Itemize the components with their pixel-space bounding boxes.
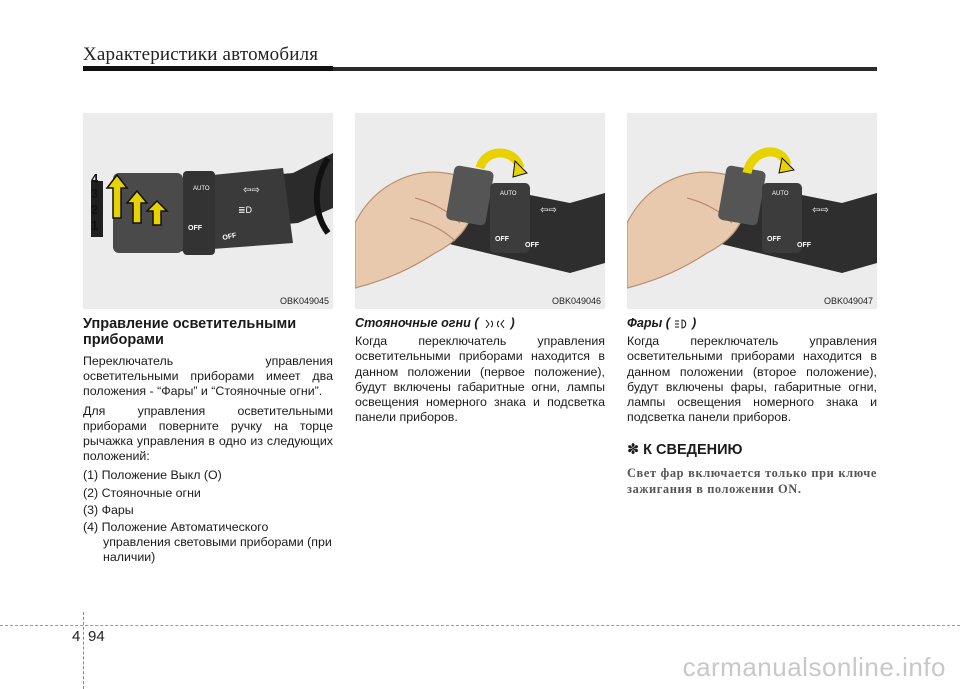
paragraph: Для управления осветительными приборами поверните ручку на торце рычажка управления в одно из следующих положений: <box>83 403 333 464</box>
svg-text:AUTO: AUTO <box>500 191 517 197</box>
headlight-icon <box>673 318 689 330</box>
turn-signal-icon: ⇦⇨ <box>540 205 557 216</box>
turn-signal-icon: ⇦⇨ <box>243 185 260 196</box>
page-number: 94 <box>88 628 105 645</box>
figure-headlights <box>627 113 877 309</box>
position-label-2: 2 <box>91 202 99 217</box>
svg-text:OFF: OFF <box>767 236 781 243</box>
footer-guide-line <box>0 625 960 626</box>
figure-parking-lights <box>355 113 605 309</box>
figure-code: OBK049046 <box>551 296 601 306</box>
paragraph: Когда переключатель управления осветительными приборами находится в данном положении (второе положение), будут включены фары, габаритные огни, лампы освещения номерного знака и подсветка панели приборов. <box>627 334 877 425</box>
figure-code: OBK049045 <box>279 296 329 306</box>
footer-divider <box>83 612 84 689</box>
column-parking-lights <box>355 316 605 429</box>
subsection-heading: Фары ( ) <box>627 316 697 330</box>
position-label-3: 3 <box>91 186 99 201</box>
header-rule-accent <box>83 66 333 71</box>
list-item: (3) Фары <box>83 502 134 517</box>
list-item: (1) Положение Выкл (O) <box>83 468 222 483</box>
list-item: (4) Положение Автоматического управления световыми приборами (при наличии) <box>83 520 332 565</box>
subsection-heading: Стояночные огни ( ) <box>355 316 515 330</box>
fog-lamp-icon: ≣D <box>238 205 253 215</box>
note-text: Свет фар включается только при ключе зажигания в положении ON. <box>627 465 877 496</box>
positions-list <box>83 468 333 565</box>
position-label-4: 4 <box>91 171 99 186</box>
chapter-number: 4 <box>72 628 81 645</box>
svg-text:OFF: OFF <box>188 225 202 232</box>
parking-light-icon <box>482 318 508 330</box>
svg-text:OFF: OFF <box>495 236 509 243</box>
svg-text:OFF: OFF <box>221 232 238 242</box>
column-headlights <box>627 316 877 497</box>
note-asterisk-icon: ✽ <box>627 442 640 459</box>
svg-text:AUTO: AUTO <box>772 191 789 197</box>
paragraph: Когда переключатель управления осветительными приборами находится в данном положении (первое положение), будут включены габаритные огни, лампы освещения номерного знака и подсветка панели приборов. <box>355 334 605 425</box>
hand-on-stalk-illustration <box>355 113 605 309</box>
watermark-text: carmanualsonline.info <box>682 652 946 682</box>
paragraph: Переключатель управления осветительными приборами имеет два положения - “Фары” и “Стояночные огни”. <box>83 354 333 399</box>
turn-signal-icon: ⇦⇨ <box>812 205 829 216</box>
section-heading: Управление осветительными приборами <box>83 316 297 348</box>
position-label-1: 1 <box>91 218 99 233</box>
figure-code: OBK049047 <box>823 296 873 306</box>
stalk-illustration <box>83 113 333 309</box>
svg-text:AUTO: AUTO <box>193 186 210 192</box>
list-item: (2) Стояночные огни <box>83 485 201 500</box>
page-header-title: Характеристики автомобиля <box>83 44 319 65</box>
svg-text:OFF: OFF <box>797 242 811 249</box>
svg-text:OFF: OFF <box>525 242 539 249</box>
column-lighting-control <box>83 316 333 568</box>
hand-on-stalk-illustration <box>627 113 877 309</box>
figure-light-switch-positions <box>83 113 333 309</box>
note-heading: ✽ К СВЕДЕНИЮ <box>627 442 743 459</box>
